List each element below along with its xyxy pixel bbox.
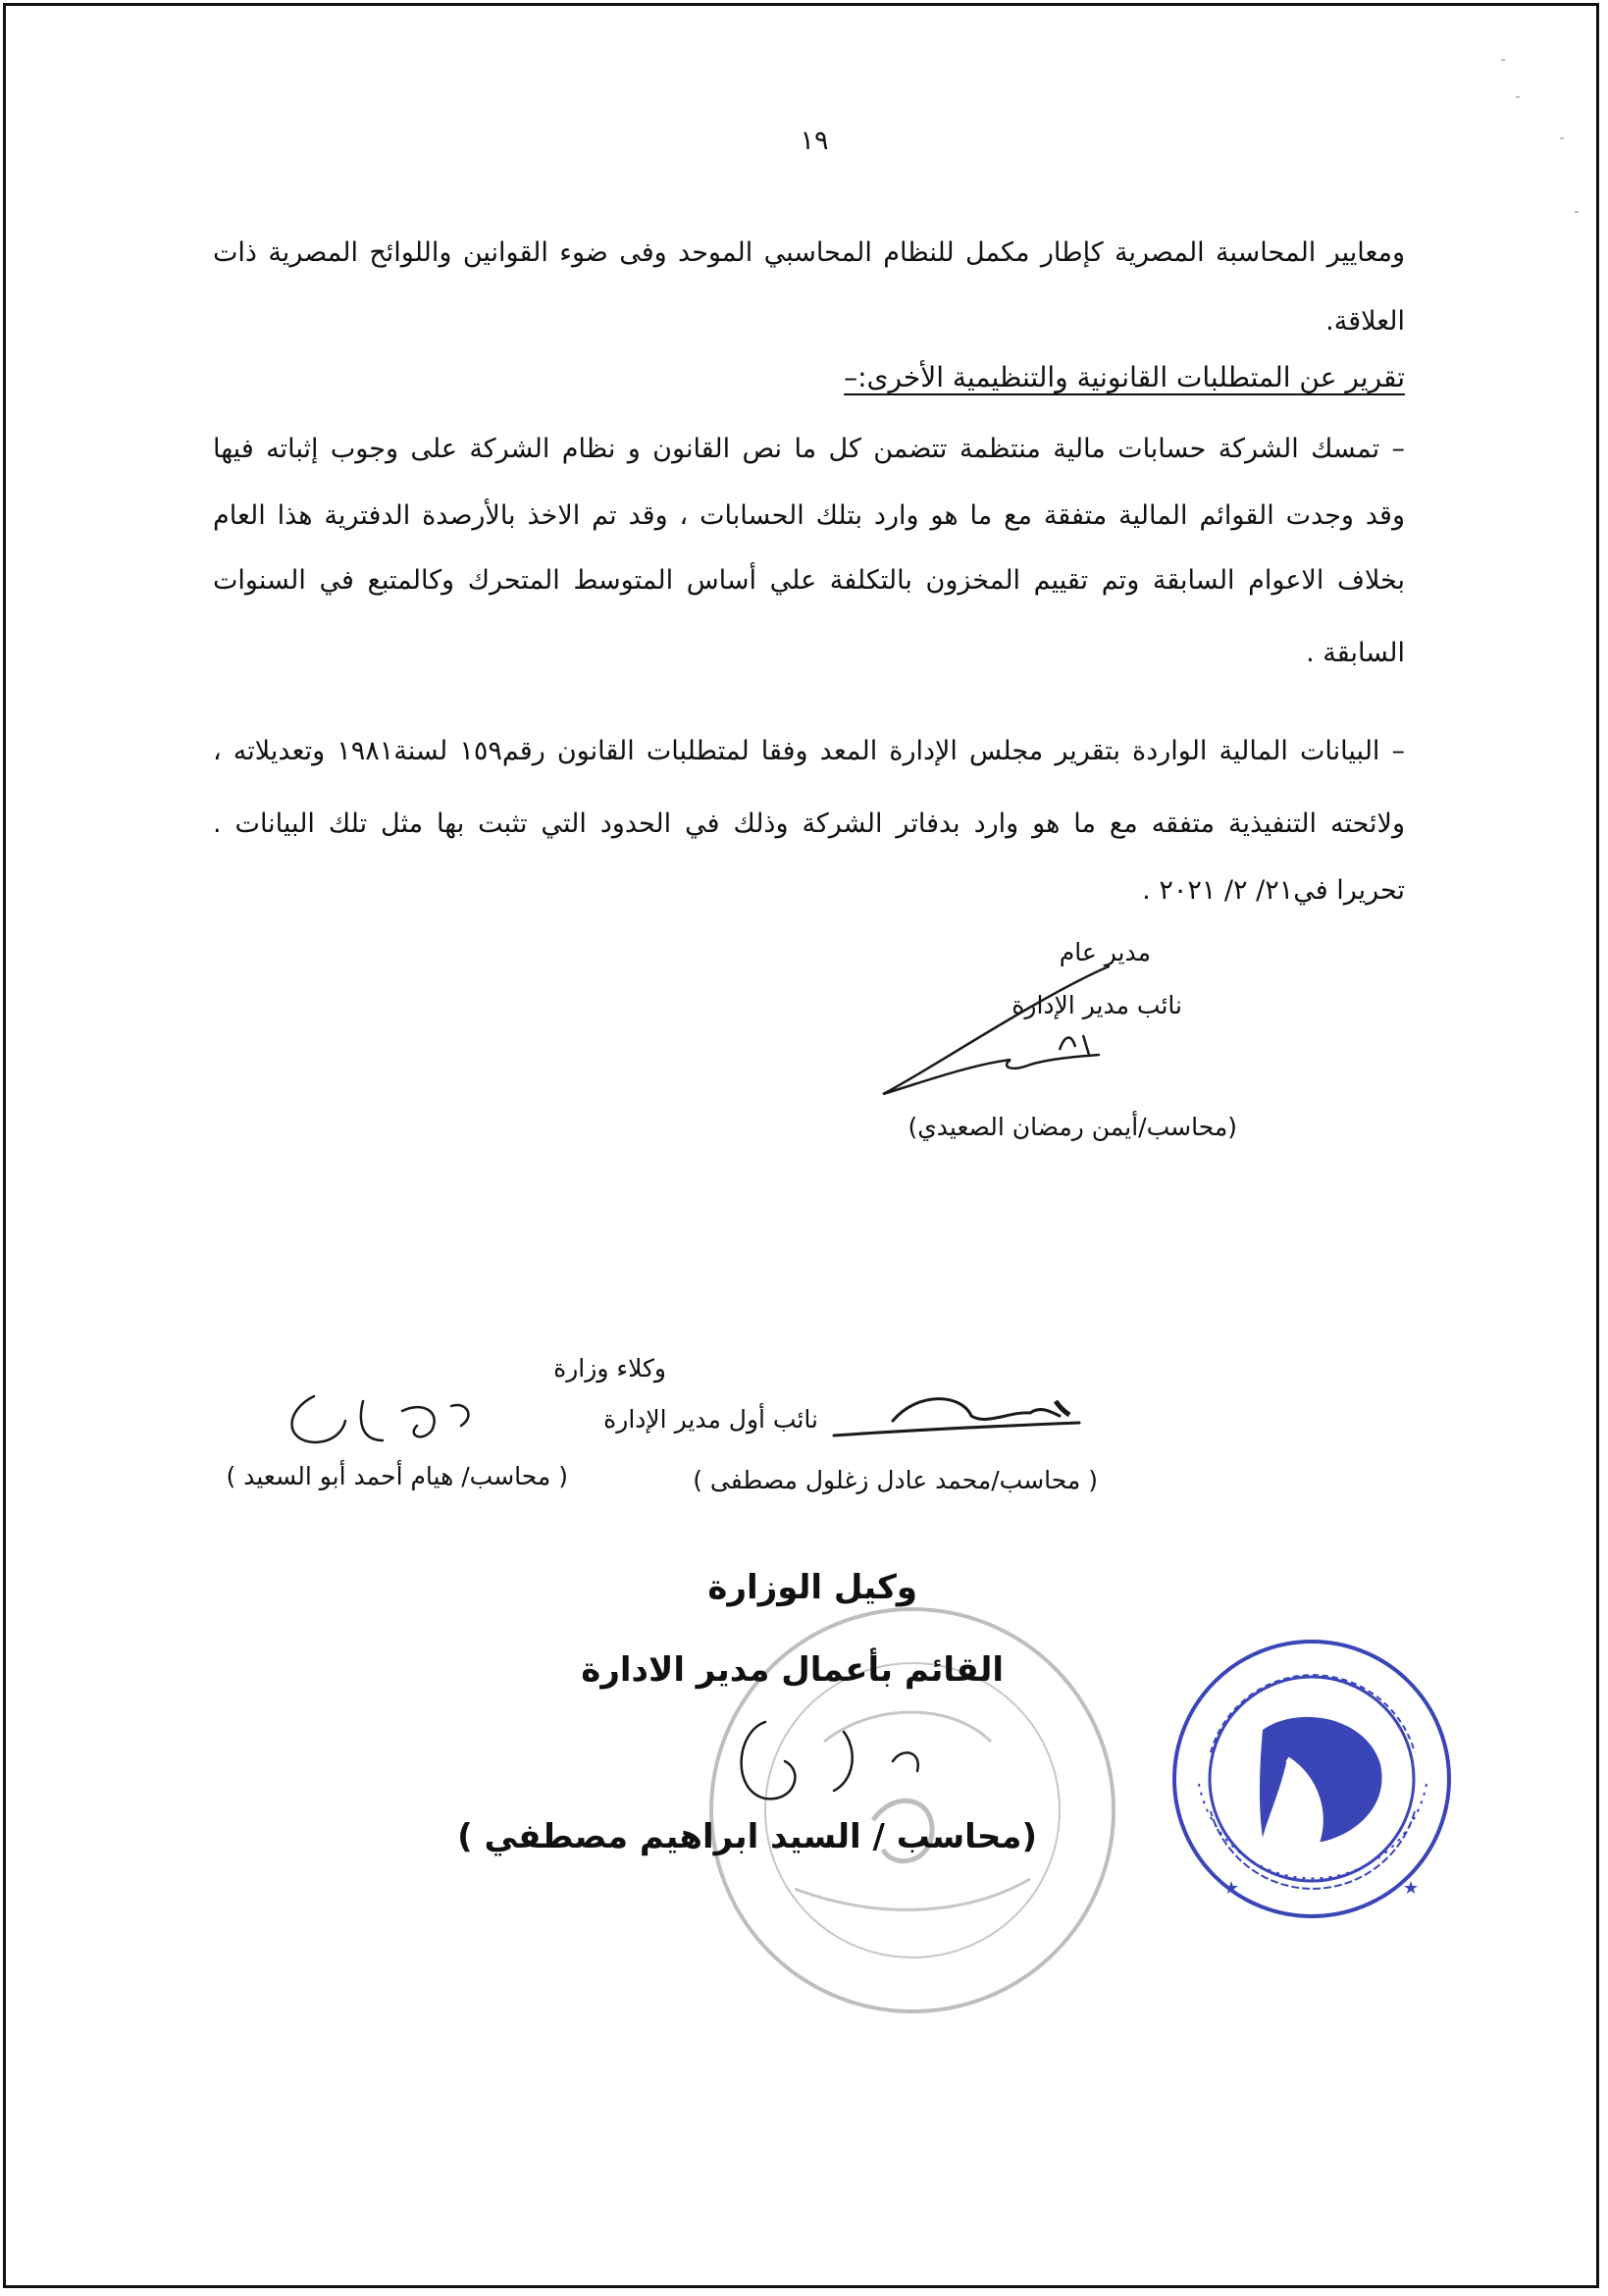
first-deputy-title: نائب أول مدير الإدارة (603, 1405, 818, 1434)
gm-title: مدير عام (1059, 938, 1151, 966)
paragraph-line: – البيانات المالية الواردة بتقرير مجلس الإدارة المعد وفقا لمتطلبات القانون رقم١٥٩ لسنة١٩٨١ وتعديلاته ، (213, 736, 1406, 766)
paragraph-line: – تمسك الشركة حسابات مالية منتظمة تتضمن كل ما نص القانون و نظام الشركة على وجوب إثباته فيها (213, 434, 1405, 464)
paragraph-line: ولائحته التنفيذية متفقه مع ما هو وارد بدفاتر الشركة وذلك في الحدود التي تثبت بها مثل تلك البيانات . (213, 809, 1405, 839)
undersecretary-title: وكيل الوزارة (707, 1568, 917, 1607)
page-number: ١٩ (800, 126, 829, 156)
date-line: تحريرا في٢١/ ٢/ ٢٠٢١ . (1142, 875, 1405, 906)
undersecretary-signature-icon (726, 1693, 942, 1820)
undersecretary-subtitle: القائم بأعمال مدير الادارة (581, 1650, 1004, 1690)
scan-speck (1501, 59, 1505, 61)
company-seal-icon (1169, 1637, 1454, 1921)
section-heading: تقرير عن المتطلبات القانونية والتنظيمية الأخرى:– (844, 361, 1405, 393)
ministry-agents-label: وكلاء وزارة (553, 1354, 666, 1383)
scan-speck (1516, 96, 1520, 98)
second-agent-name: ( محاسب/ هيام أحمد أبو السعيد ) (226, 1462, 568, 1490)
first-deputy-name: ( محاسب/محمد عادل زغلول مصطفى ) (693, 1466, 1098, 1494)
undersecretary-name: (محاسب / السيد ابراهيم مصطفي ) (457, 1817, 1037, 1856)
paragraph-line: وقد وجدت القوائم المالية متفقة مع ما هو وارد بتلك الحسابات ، وقد تم الاخذ بالأرصدة الدفترية هذا العام (213, 500, 1405, 531)
scan-speck (1575, 211, 1579, 213)
gm-signature-icon (863, 957, 1148, 1104)
paragraph-line: ومعايير المحاسبة المصرية كإطار مكمل للنظام المحاسبي الموحد وفى ضوء القوانين واللوائح المصرية ذات (213, 237, 1405, 268)
scan-speck (1560, 137, 1564, 139)
second-agent-signature-icon (275, 1382, 510, 1460)
gm-subtitle: نائب مدير الإدارة (1011, 991, 1182, 1019)
first-deputy-signature-icon (824, 1382, 1109, 1450)
svg-text:★: ★ (1403, 1878, 1420, 1899)
paragraph-line: العلاقة. (1325, 306, 1405, 337)
svg-text:★: ★ (1223, 1878, 1240, 1899)
paragraph-line: بخلاف الاعوام السابقة وتم تقييم المخزون بالتكلفة علي أساس المتوسط المتحرك وكالمتبع في السنوات (213, 565, 1405, 596)
gm-name: (محاسب/أيمن رمضان الصعيدي) (908, 1113, 1237, 1141)
paragraph-line: السابقة . (1306, 638, 1405, 668)
